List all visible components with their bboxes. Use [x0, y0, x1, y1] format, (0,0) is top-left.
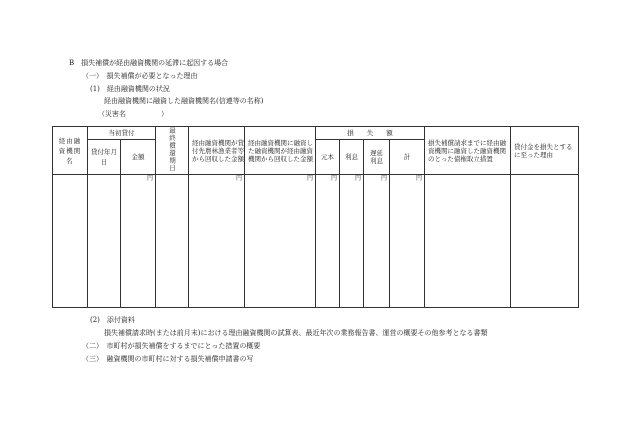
- item-2-measures: （二） 市町村が損失補償をするまでにとった措置の概要: [82, 342, 261, 350]
- cell-principal-yen: 円: [316, 175, 340, 308]
- cell-recovered-borrower-yen: 円: [189, 175, 245, 308]
- item-1-reason: （一） 損失補償が必要となった理由: [82, 72, 198, 80]
- header-late-interest: 遅延利息: [364, 140, 390, 175]
- cell-final-due: [156, 175, 189, 308]
- header-total: 計: [390, 140, 425, 175]
- cell-recovered-institution-yen: 円: [245, 175, 316, 308]
- header-principal: 元本: [316, 140, 340, 175]
- header-recovered-from-borrower: 経由融資機関が貸付先農林漁業者等から回収した金額: [189, 127, 245, 175]
- header-loss: 損 失 額: [316, 127, 425, 140]
- item-1-1-status: (1) 経由融資機関の状況: [90, 85, 170, 93]
- header-institution: 経由融資機関名: [53, 127, 88, 175]
- header-amount: 金額: [121, 140, 156, 175]
- cell-amount-yen: 円: [121, 175, 156, 308]
- header-reason: 貸付金を損失とするに至った理由: [511, 127, 579, 175]
- item-1-2-attachments: (2) 添付資料: [90, 316, 135, 324]
- header-loan-date: 貸付年月日: [88, 140, 121, 175]
- header-final-due: 最終償還期日: [156, 127, 189, 175]
- header-interest: 利息: [340, 140, 364, 175]
- header-measures: 損失補償請求までに経由融資機関に融資した融資機関のとった債権取立措置: [425, 127, 511, 175]
- disaster-name: （災害名 ）: [98, 110, 168, 118]
- cell-measures: [425, 175, 511, 308]
- header-initial-loan: 当初貸付: [88, 127, 156, 140]
- item-1-1-institution-name: 経由融資機関に融資した融資機関名(信連等の名称): [104, 97, 264, 105]
- loss-table: [52, 126, 579, 308]
- section-b-heading: B 損失補償が経由融資機関の延滞に起因する場合: [69, 59, 229, 67]
- item-1-2-attachments-text: 損失補償請求時(または前月末)における理由融資機関の試算表、最近年次の業務報告書、運営の概要その他参考となる書類: [104, 329, 488, 337]
- cell-institution: [53, 175, 88, 308]
- item-3-application-copy: （三） 融資機関の市町村に対する損失補償申請書の写: [82, 355, 254, 363]
- cell-total-yen: 円: [390, 175, 425, 308]
- cell-late-interest-yen: 円: [364, 175, 390, 308]
- cell-reason: [511, 175, 579, 308]
- cell-loan-date: [88, 175, 121, 308]
- cell-interest-yen: 円: [340, 175, 364, 308]
- header-recovered-from-institution: 経由融資機関に融資した融資機関が経由融資機関から回収した金額: [245, 127, 316, 175]
